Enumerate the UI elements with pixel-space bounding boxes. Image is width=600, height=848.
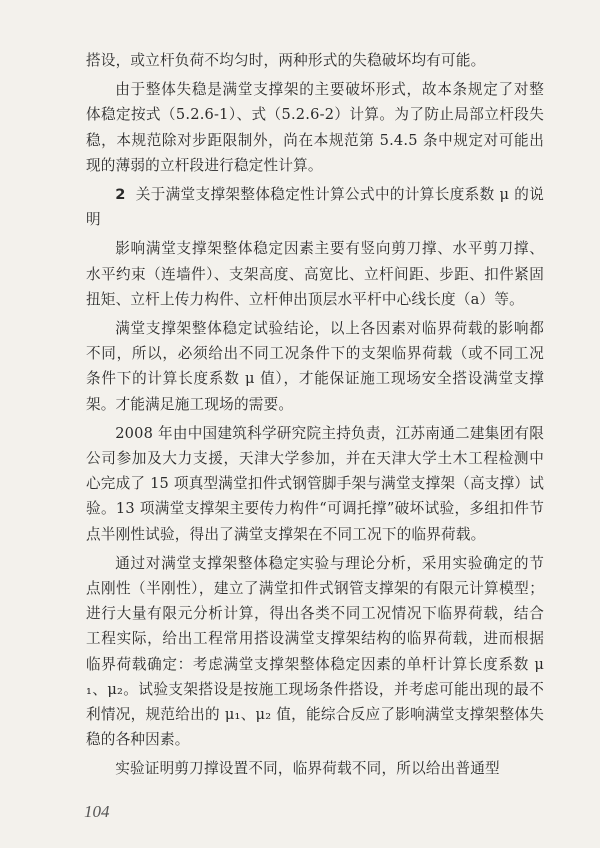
paragraph-analysis: 通过对满堂支撑架整体稳定实验与理论分析，采用实验确定的节点刚性（半刚性），建立了满堂扣件式钢管支撑架的有限元计算模型；进行大量有限元分析计算，得出各类不同工况情况下临界荷载，结合工程实际，给出工程常用搭设满堂支撑架结构的临界荷载，进而根据临界荷载确定：考虑满堂支撑架整体稳定因素的单杆计算长度系数 μ₁、μ₂。试验支架搭设是按施工现场条件搭设，并考虑可能出现的最不利情况，规范给出的 μ₁、μ₂ 值，能综合反应了影响满堂支撑架整体失稳的各种因素。 xyxy=(86,554,544,749)
paragraph-continued: 搭设，或立杆负荷不均匀时，两种形式的失稳破坏均有可能。 xyxy=(86,52,486,69)
section-number: 2 xyxy=(115,186,126,204)
page-number: 104 xyxy=(84,802,110,821)
paragraph-influencing-factors: 影响满堂支撑架整体稳定因素主要有竖向剪刀撑、水平剪刀撑、水平约束（连墙件）、支架高度、高宽比、立杆间距、步距、扣件紧固扭矩、立杆上传力构件、立杆伸出顶层水平杆中心线长度（a）等。 xyxy=(86,240,544,308)
paragraph-scissor-brace: 实验证明剪刀撑设置不同，临界荷载不同，所以给出普通型 xyxy=(115,760,500,778)
paragraph-test-conclusion: 满堂支撑架整体稳定试验结论，以上各因素对临界荷载的影响都不同，所以，必须给出不同工况条件下的支架临界荷载（或不同工况条件下的计算长度系数 μ 值），才能保证施工现场安全搭设满堂支撑架。才能满足施工现场的需要。 xyxy=(86,320,544,413)
paragraph-2008-tests: 2008 年由中国建筑科学研究院主持负责，江苏南通二建集团有限公司参加及大力支援，天津大学参加，并在天津大学土木工程检测中心完成了 15 项真型满堂扣件式钢管脚手架与满堂支撑架（高支撑）试验。13 项满堂支撑架主要传力构件“可调托撑”破坏试验，多组扣件节点半刚性试验，得出了满堂支撑架在不同工况下的临界荷载。 xyxy=(86,424,544,543)
body-text xyxy=(86,48,544,782)
section-heading-2 xyxy=(86,182,544,232)
section-heading-text: 关于满堂支撑架整体稳定性计算公式中的计算长度系数 μ 的说明 xyxy=(86,186,544,229)
paragraph-overall-stability: 由于整体失稳是满堂支撑架的主要破坏形式，故本条规定了对整体稳定按式（5.2.6-1）、式（5.2.6-2）计算。为了防止局部立杆段失稳，本规范除对步距限制外，尚在本规范第 5.4.5 条中规定对可能出现的薄弱的立杆段进行稳定性计算。 xyxy=(86,81,544,174)
